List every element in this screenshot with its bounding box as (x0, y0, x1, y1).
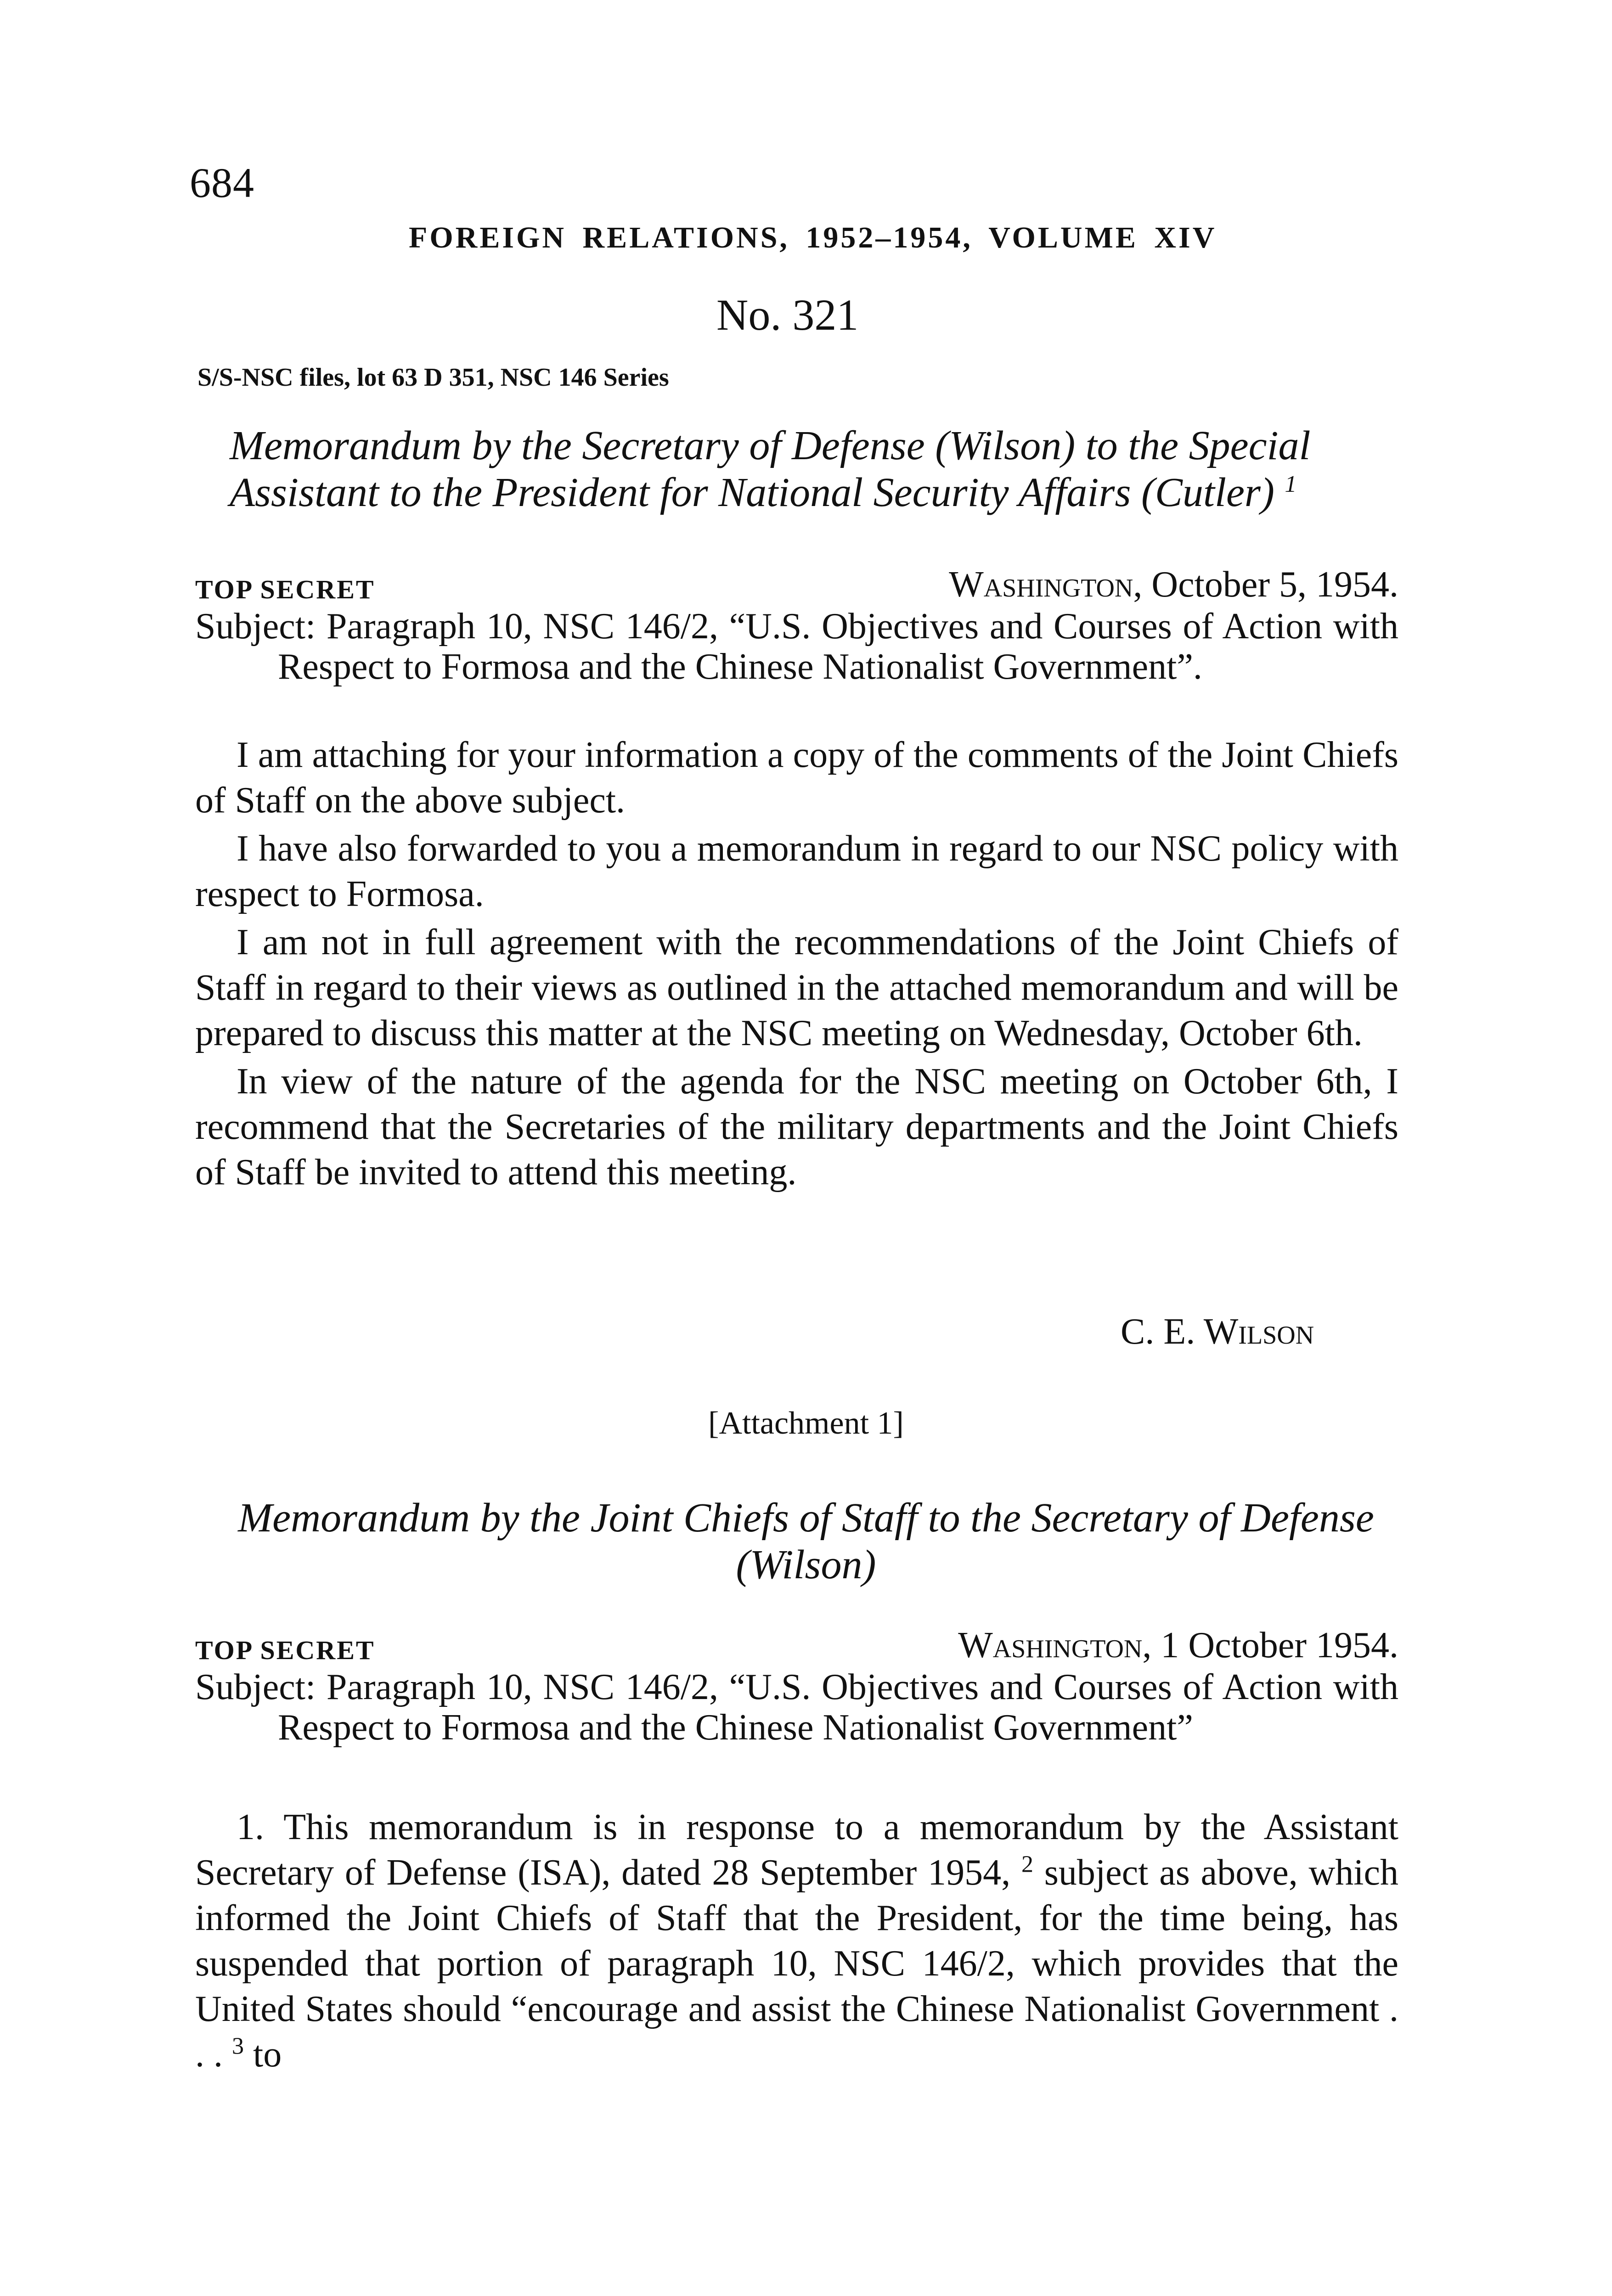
attachment-title: Memorandum by the Joint Chiefs of Staff to the Secretary of Defense (Wilson) (238, 1495, 1374, 1587)
dateline (949, 564, 1398, 606)
attachment-dateline (958, 1625, 1398, 1666)
attachment-body (195, 1805, 1398, 2080)
paragraph-text: to (253, 2034, 282, 2075)
dateline-date: , October 5, 1954. (1133, 564, 1398, 605)
paragraph: I am attaching for your information a copy of the comments of the Joint Chiefs of Staff on the above subject. (195, 735, 1398, 821)
attachment-dateline-date: , 1 October 1954. (1142, 1625, 1398, 1666)
page-number: 684 (190, 159, 254, 206)
footnote-ref: 2 (1021, 1851, 1033, 1878)
classification-label: TOP SECRET (195, 574, 375, 604)
memo-title (230, 422, 1424, 516)
running-head: FOREIGN RELATIONS, 1952–1954, VOLUME XIV (409, 221, 1217, 254)
attachment-classification-label: TOP SECRET (195, 1635, 375, 1665)
paragraph: I have also forwarded to you a memorandum in regard to our NSC policy with respect to Formosa. (195, 828, 1398, 914)
source-note: S/S-NSC files, lot 63 D 351, NSC 146 Series (197, 363, 669, 392)
attachment-dateline-place: Washington (958, 1625, 1143, 1666)
memo-body (195, 732, 1398, 1198)
subject-line: Subject: Paragraph 10, NSC 146/2, “U.S. Objectives and Courses of Action with Respect to Formosa and the Chinese Nationalist Government”. (195, 606, 1398, 687)
footnote-ref: 1 (1285, 471, 1297, 497)
paragraph-text: 1. This memorandum is in response to a memorandum by the Assistant Secretary of Defense (ISA), dated 28 September 1954, (195, 1807, 1398, 1893)
signature: C. E. Wilson (1121, 1311, 1314, 1352)
memo-title-text: Memorandum by the Secretary of Defense (Wilson) to the Special Assistant to the President for National Security Affairs (Cutler) (230, 423, 1311, 515)
footnote-ref: 3 (232, 2033, 244, 2060)
dateline-place: Washington (949, 564, 1133, 605)
document-number: No. 321 (716, 290, 859, 339)
attachment-label: [Attachment 1] (708, 1406, 904, 1441)
paragraph: I am not in full agreement with the recommendations of the Joint Chiefs of Staff in regard to their views as outlined in the attached memorandum and will be prepared to discuss this matter at the NSC meeting on Wednesday, October 6th. (195, 922, 1398, 1053)
paragraph: In view of the nature of the agenda for the NSC meeting on October 6th, I recommend that the Secretaries of the military departments and the Joint Chiefs of Staff be invited to attend this meeting. (195, 1061, 1398, 1193)
paragraph-text: subject as above, which informed the Joint Chiefs of Staff that the President, for the time being, has suspended that portion of paragraph 10, NSC 146/2, which provides that the United States should “encourage and assist the Chinese Nationalist Government . . . (195, 1852, 1399, 2075)
paragraph (195, 1805, 1398, 2077)
attachment-subject-line: Subject: Paragraph 10, NSC 146/2, “U.S. Objectives and Courses of Action with Respect to Formosa and the Chinese Nationalist Government” (195, 1667, 1398, 1748)
